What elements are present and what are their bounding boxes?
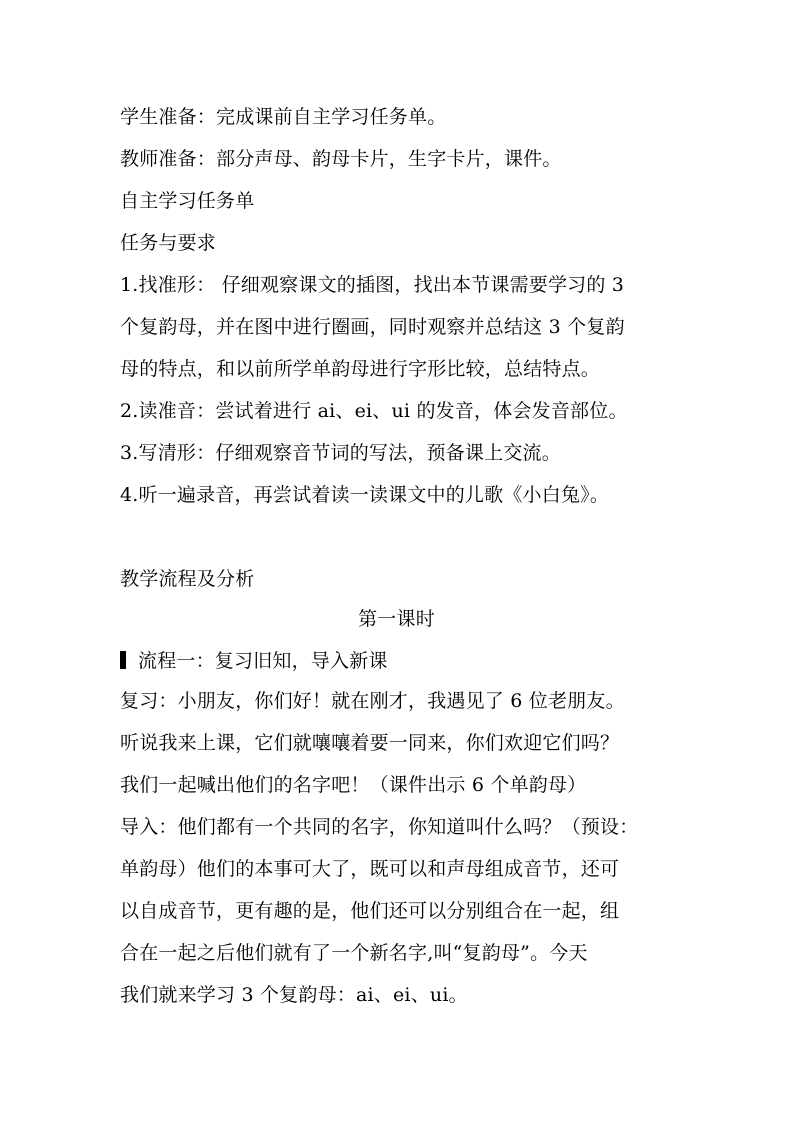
- teaching-process-heading: 教学流程及分析: [120, 568, 255, 590]
- task-2-line: 2.读准音：尝试着进行 ai、ei、ui 的发音，体会发音部位。: [120, 400, 628, 422]
- first-lesson-title: 第一课时: [358, 608, 435, 630]
- intro-line-4: 合在一起之后他们就有了一个新名字,叫“复韵母”。今天: [120, 942, 588, 964]
- intro-line-1: 导入：他们都有一个共同的名字，你知道叫什么吗？（预设：: [120, 816, 639, 838]
- review-line-2: 听说我来上课，它们就嚷嚷着要一同来，你们欢迎它们吗？: [120, 732, 620, 754]
- intro-line-2: 单韵母）他们的本事可大了，既可以和声母组成音节，还可: [120, 858, 620, 880]
- review-line-1: 复习：小朋友，你们好！就在刚才，我遇见了 6 位老朋友。: [120, 690, 625, 712]
- task-4-line: 4.听一遍录音，再尝试着读一读课文中的儿歌《小白兔》。: [120, 484, 610, 506]
- intro-line-3: 以自成音节，更有趣的是，他们还可以分别组合在一起，组: [120, 900, 620, 922]
- process-one-heading-text: 流程一：复习旧知，导入新课: [138, 650, 388, 672]
- task-3-line: 3.写清形：仔细观察音节词的写法，预备课上交流。: [120, 442, 561, 464]
- task-1-line-3: 母的特点，和以前所学单韵母进行字形比较，总结特点。: [120, 358, 601, 380]
- teacher-prep-line: 教师准备：部分声母、韵母卡片，生字卡片，课件。: [120, 148, 562, 170]
- self-study-sheet-heading: 自主学习任务单: [120, 190, 255, 212]
- intro-line-5: 我们就来学习 3 个复韵母：ai、ei、ui。: [120, 984, 468, 1006]
- task-requirements-heading: 任务与要求: [120, 232, 217, 254]
- student-prep-line: 学生准备：完成课前自主学习任务单。: [120, 106, 447, 128]
- task-1-line-2: 个复韵母，并在图中进行圈画，同时观察并总结这 3 个复韵: [120, 316, 625, 338]
- task-1-line-1: 1.找准形： 仔细观察课文的插图，找出本节课需要学习的 3: [120, 274, 625, 296]
- process-one-heading: [120, 648, 680, 674]
- review-line-3: 我们一起喊出他们的名字吧！（课件出示 6 个单韵母）: [120, 774, 587, 796]
- section-marker-icon: [120, 651, 126, 669]
